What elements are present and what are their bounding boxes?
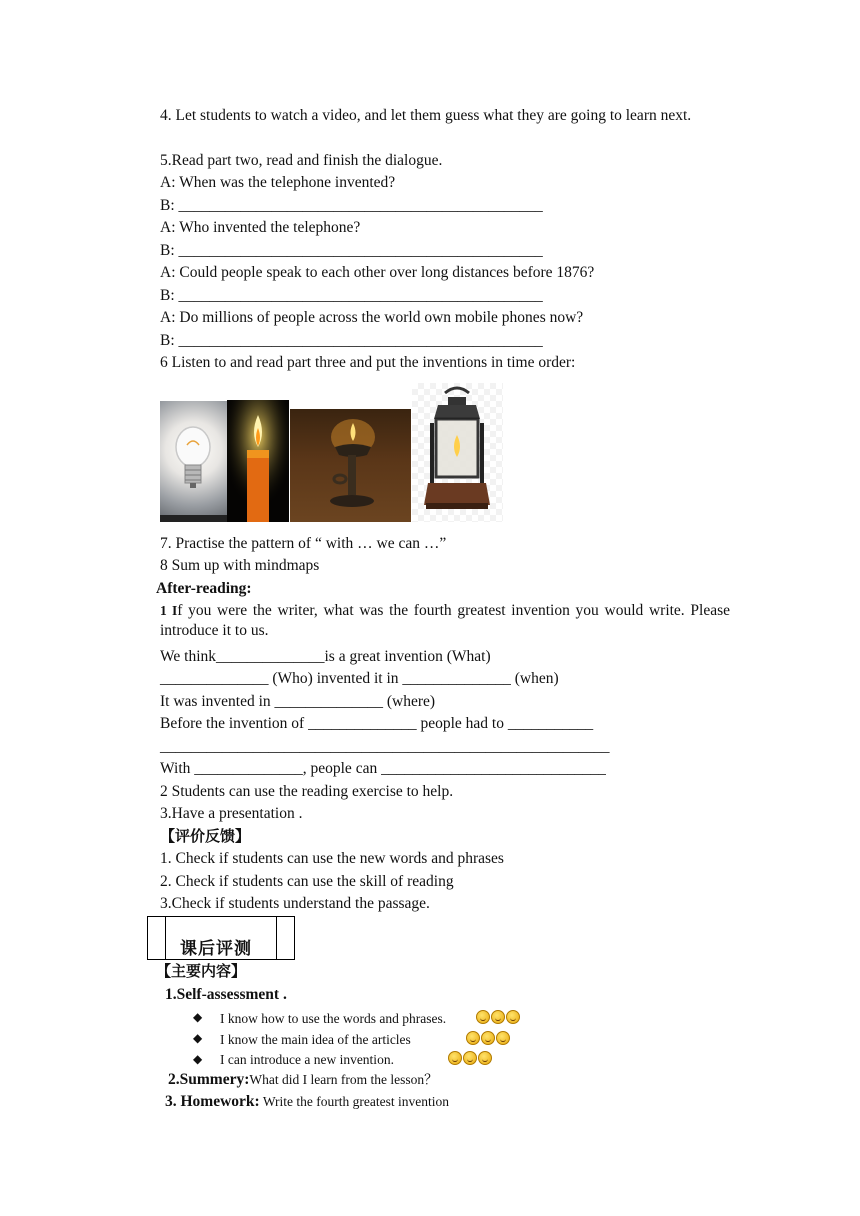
dialogue-question-4: A: Do millions of people across the world own mobile phones now? [160,309,584,326]
feedback-heading: 【评价反馈】 [160,827,251,845]
lantern-image [412,383,503,522]
homework-label: 3. Homework: [165,1093,260,1110]
oil-lamp-icon [290,409,411,522]
step-4: 4. Let students to watch a video, and let them guess what they are going to learn next. [160,107,692,124]
homework-line [165,1092,449,1112]
diamond-bullet-icon: ◆ [193,1031,203,1045]
fill-line-who-when: ______________ (Who) invented it in ______________ (when) [160,670,559,687]
dialogue-question-3: A: Could people speak to each other over long distances before 1876? [160,264,595,281]
after-class-title-box [147,916,295,960]
light-bulb-icon [160,401,227,522]
diamond-bullet-icon: ◆ [193,1052,203,1066]
step-7: 7. Practise the pattern of “ with … we can …” [160,535,447,552]
step-5: 5.Read part two, read and finish the dialogue. [160,152,443,169]
fill-line-with: With ______________, people can _____________________________ [160,760,606,777]
summary-text: What did I learn from the lesson？ [249,1072,438,1087]
candle-flame-icon [227,400,289,522]
fill-line-where: It was invented in ______________ (where) [160,693,436,710]
smiley-face-icon[interactable] [481,1031,495,1045]
feedback-item-2: 2. Check if students can use the skill of reading [160,873,454,890]
smiley-face-icon[interactable] [496,1031,510,1045]
after-reading-heading: After-reading: [156,580,252,597]
smiley-rating-1[interactable] [476,1008,521,1026]
task-1-text: f you were the writer, what was the fourth greatest invention you would write. Please introduce it to us. [160,602,730,639]
dialogue-answer-2: B: _______________________________________________ [160,242,543,259]
dialogue-answer-3: B: _______________________________________________ [160,287,543,304]
self-assessment-item-3: I can introduce a new invention. [220,1052,394,1067]
homework-text: Write the fourth greatest invention [259,1094,449,1109]
dialogue-question-1: A: When was the telephone invented? [160,174,396,191]
after-reading-task-1 [160,601,730,641]
self-assessment-item-2: I know the main idea of the articles [220,1032,411,1047]
feedback-item-3: 3.Check if students understand the passage. [160,895,430,912]
smiley-face-icon[interactable] [476,1010,490,1024]
smiley-face-icon[interactable] [463,1051,477,1065]
fill-line-before: Before the invention of ______________ people had to ___________ [160,715,594,732]
after-reading-task-2: 2 Students can use the reading exercise to help. [160,783,454,800]
smiley-face-icon[interactable] [466,1031,480,1045]
self-assessment-heading: 1.Self-assessment . [165,986,287,1003]
fill-line-what: We think______________is a great invention (What) [160,648,491,665]
fill-line-blank: __________________________________________________________ [160,738,610,755]
step-6: 6 Listen to and read part three and put the inventions in time order: [160,354,576,371]
candle-image [227,400,289,522]
dialogue-question-2: A: Who invented the telephone? [160,219,361,236]
oil-lamp-image [290,409,411,522]
dialogue-answer-1: B: _______________________________________________ [160,197,543,214]
light-bulb-image [160,401,227,522]
smiley-rating-3[interactable] [448,1049,493,1067]
after-class-title: 课后评测 [180,939,252,959]
main-content-heading: 【主要内容】 [156,962,247,980]
dialogue-answer-4: B: _______________________________________________ [160,332,543,349]
smiley-face-icon[interactable] [491,1010,505,1024]
smiley-face-icon[interactable] [478,1051,492,1065]
task-1-number: 1 I [160,603,178,618]
smiley-face-icon[interactable] [506,1010,520,1024]
smiley-face-icon[interactable] [448,1051,462,1065]
summary-label: 2.Summery: [168,1071,250,1088]
summary-line [168,1070,438,1090]
self-assessment-item-1: I know how to use the words and phrases. [220,1011,447,1026]
lantern-icon [412,383,503,522]
after-reading-task-3: 3.Have a presentation . [160,805,303,822]
feedback-item-1: 1. Check if students can use the new words and phrases [160,850,504,867]
step-8: 8 Sum up with mindmaps [160,557,320,574]
smiley-rating-2[interactable] [466,1029,511,1047]
diamond-bullet-icon: ◆ [193,1010,203,1024]
